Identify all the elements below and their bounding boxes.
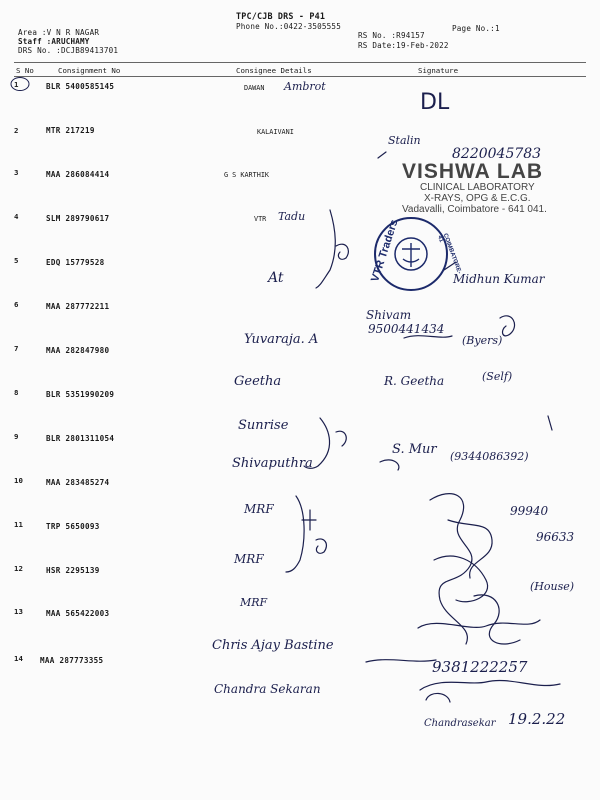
handwritten-name: Shivaputhra [232, 456, 313, 471]
handwritten-signature: S. Mur [392, 442, 437, 457]
lab-stamp [372, 160, 574, 218]
signature-stroke [378, 152, 386, 158]
col-head-consignment: Consignment No [58, 66, 121, 75]
consignment-number: MAA 286084414 [46, 170, 110, 179]
signature-stroke [474, 595, 520, 644]
consignment-number: MAA 565422003 [46, 609, 110, 618]
row-sno: 7 [14, 344, 19, 353]
consignment-number: MAA 282847980 [46, 346, 110, 355]
stamp-line: Vadavalli, Coimbatore - 641 041. [402, 204, 547, 215]
consignment-number: MTR 217219 [46, 126, 95, 135]
row-sno: 10 [14, 476, 23, 485]
handwritten-note: (Self) [482, 370, 513, 383]
consignment-number: SLM 289790617 [46, 214, 110, 223]
handwritten-name: Stalin [388, 134, 421, 147]
signature-stroke [304, 418, 330, 468]
page-number: Page No.:1 [452, 24, 500, 33]
consignment-number: BLR 5351990209 [46, 390, 115, 399]
signature-stroke [420, 680, 560, 690]
signature-stroke [404, 336, 452, 338]
handwritten-name: MRF [240, 596, 268, 609]
handwritten-name: Tadu [278, 210, 306, 223]
rs-number: RS No. :R94157 [358, 31, 425, 40]
stamp-title: VISHWA LAB [402, 160, 544, 183]
row-sno: 13 [14, 607, 23, 616]
consignment-number: MAA 287773355 [40, 656, 104, 665]
consignee-name: KALAIVANI [257, 128, 294, 136]
handwritten-dl: DL [420, 90, 450, 115]
row-sno: 2 [14, 126, 19, 135]
consignment-number: EDQ 15779528 [46, 258, 105, 267]
staff-field: Staff :ARUCHAMY [18, 37, 90, 46]
stamp-line: X-RAYS, OPG & E.C.G. [424, 193, 531, 204]
handwritten-name: Geetha [234, 374, 282, 389]
handwritten-name: Chris Ajay Bastine [212, 638, 334, 653]
handwritten-phone: 99940 [510, 504, 549, 518]
handwritten-mark: At [268, 270, 284, 286]
handwritten-signature: Midhun Kumar [453, 272, 545, 286]
handwritten-phone: 8220045783 [452, 146, 542, 162]
rs-date: RS Date:19-Feb-2022 [358, 41, 449, 50]
handwritten-name: Sunrise [238, 418, 289, 433]
col-head-signature: Signature [418, 66, 459, 75]
phone-number: Phone No.:0422-3505555 [236, 22, 341, 31]
signature-stroke [430, 494, 472, 644]
handwritten-date: 19.2.22 [508, 710, 566, 728]
sheet-title: TPC/CJB DRS - P41 [236, 11, 326, 21]
col-head-sno: S No [16, 66, 34, 75]
handwritten-name: MRF [244, 502, 274, 516]
row-sno: 3 [14, 168, 19, 177]
handwritten-name: Yuvaraja. A [244, 332, 319, 347]
consignment-number: BLR 5400585145 [46, 82, 115, 91]
signature-stroke [380, 460, 399, 470]
consignment-number: MAA 283485274 [46, 478, 110, 487]
handwritten-signature: Chandrasekar [424, 718, 496, 729]
signature-stroke [336, 244, 348, 259]
col-head-consignee: Consignee Details [236, 66, 312, 75]
consignment-number: HSR 2295139 [46, 566, 100, 575]
consignment-number: TRP 5650093 [46, 522, 100, 531]
signature-stroke [366, 660, 436, 662]
handwritten-phone: 96633 [536, 530, 575, 544]
row-sno: 4 [14, 212, 19, 221]
row-sno: 12 [14, 564, 23, 573]
handwritten-signature: R. Geetha [384, 374, 445, 388]
signature-stroke [426, 693, 450, 702]
handwritten-signature: Shivam [366, 308, 412, 322]
vtr-traders-seal [369, 215, 462, 293]
area-field: Area :V N R NAGAR [18, 28, 100, 37]
consignment-number: BLR 2801311054 [46, 434, 115, 443]
row-sno: 5 [14, 256, 19, 265]
row-sno: 11 [14, 520, 23, 529]
seal-city: COIMBATORE-41 [436, 232, 462, 275]
row-sno: 6 [14, 300, 19, 309]
signature-stroke [316, 210, 335, 288]
signature-stroke [418, 620, 540, 628]
consignee-name: DAWAN [244, 84, 265, 92]
handwritten-note: (House) [530, 580, 575, 593]
row-sno: 1 [14, 80, 19, 89]
consignee-name: G S KARTHIK [224, 171, 270, 179]
signature-stroke [500, 316, 515, 336]
drs-number: DRS No. :DCJB89413701 [18, 46, 119, 55]
handwritten-name: MRF [234, 552, 264, 566]
row-sno: 8 [14, 388, 19, 397]
handwritten-name: Chandra Sekaran [214, 682, 321, 696]
row-sno: 9 [14, 432, 19, 441]
handwritten-note: (Byers) [462, 334, 503, 347]
signature-stroke [548, 416, 552, 430]
handwritten-phone: 9500441434 [368, 322, 445, 336]
signature-stroke [316, 539, 326, 553]
seal-name: VTR Traders [369, 218, 401, 284]
row-sno: 14 [14, 654, 23, 663]
consignment-number: MAA 287772211 [46, 302, 110, 311]
stamp-line: CLINICAL LABORATORY [420, 182, 535, 193]
handwritten-phone: 9381222257 [432, 658, 528, 676]
handwritten-name: Ambrot [284, 80, 326, 93]
consignee-name: VTR [254, 215, 267, 223]
handwritten-phone: (9344086392) [450, 450, 529, 463]
signature-stroke [336, 431, 346, 446]
signature-stroke [286, 496, 304, 572]
signature-stroke [448, 520, 492, 578]
